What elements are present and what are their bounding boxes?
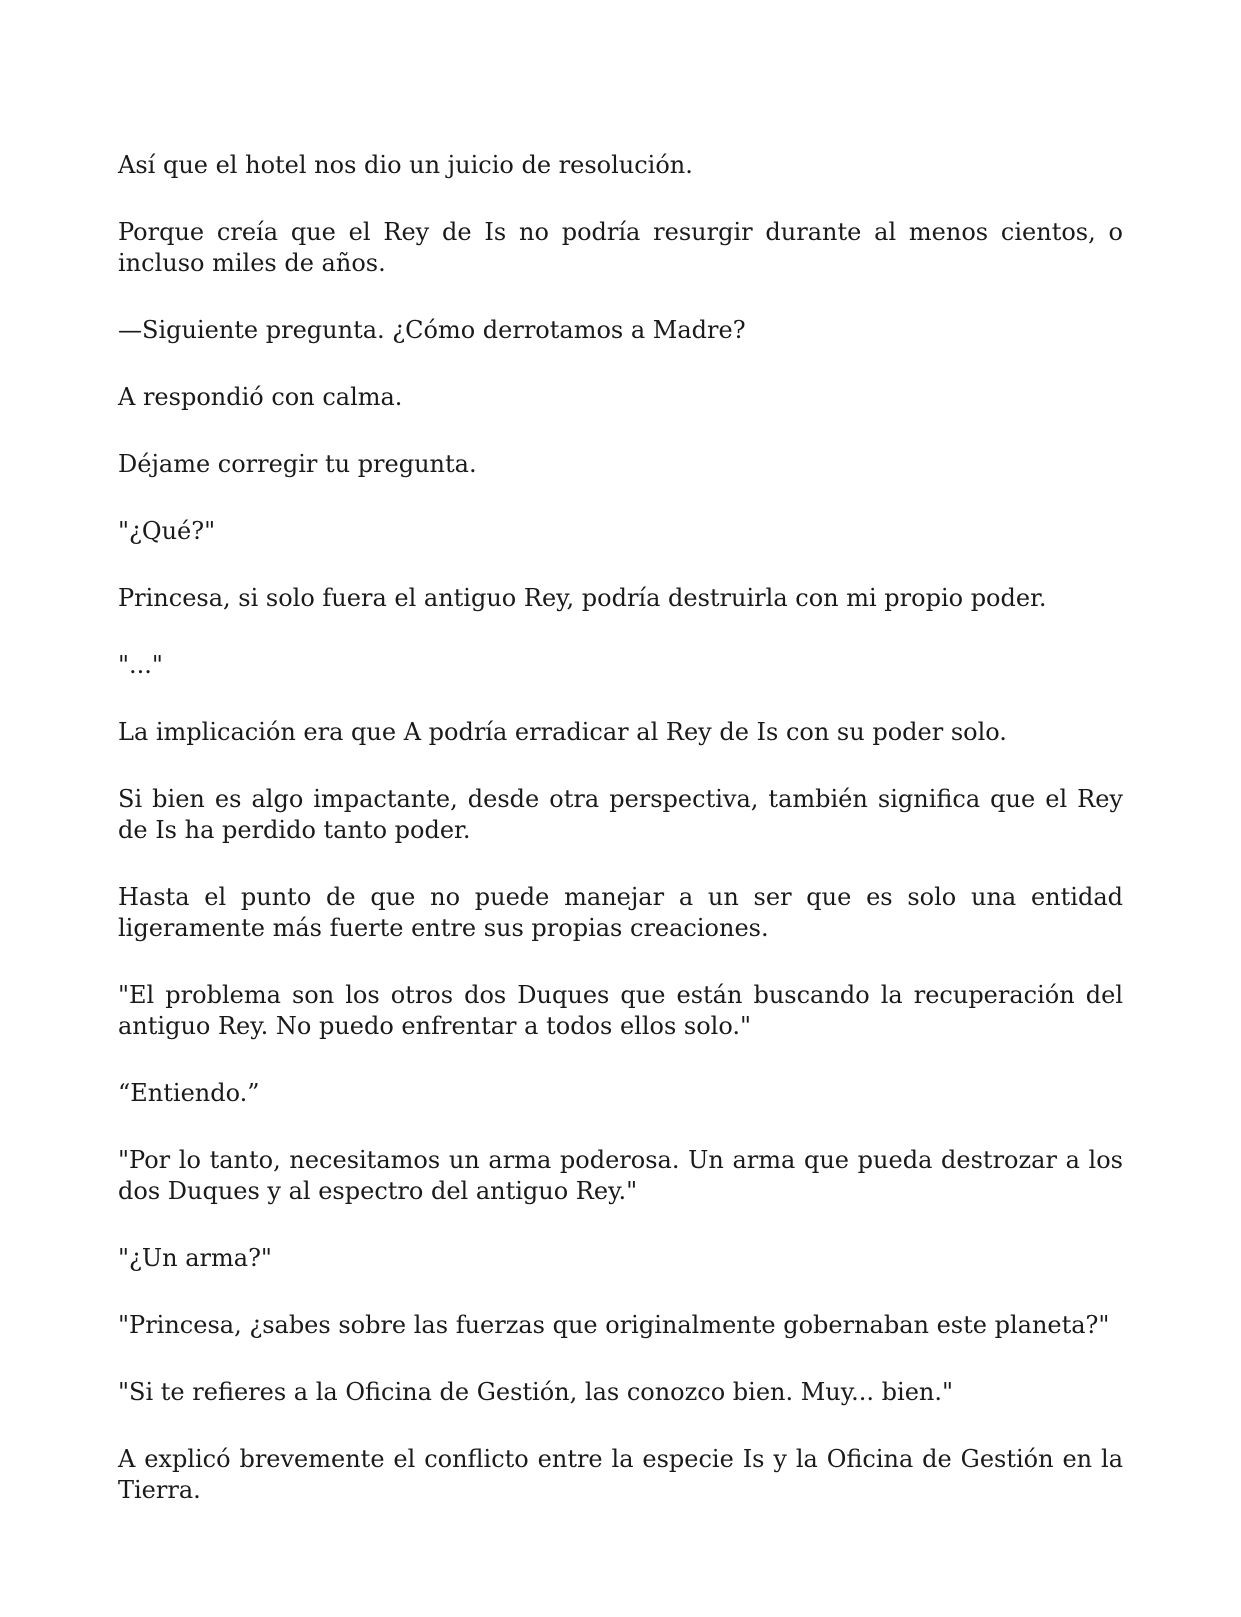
- paragraph: Princesa, si solo fuera el antiguo Rey, podría destruirla con mi propio poder.: [118, 584, 1047, 612]
- paragraph: Déjame corregir tu pregunta.: [118, 450, 477, 478]
- paragraph: "Si te refieres a la Oficina de Gestión, las conozco bien. Muy... bien.": [118, 1378, 954, 1406]
- document-body: [118, 150, 1123, 1542]
- paragraph: A explicó brevemente el conflicto entre la especie Is y la Oficina de Gestión en la Tierra.: [118, 1445, 1123, 1504]
- paragraph: "¿Un arma?": [118, 1244, 272, 1272]
- paragraph: Hasta el punto de que no puede manejar a un ser que es solo una entidad ligeramente más fuerte entre sus propias creaciones.: [118, 883, 1123, 942]
- paragraph: La implicación era que A podría erradicar al Rey de Is con su poder solo.: [118, 718, 1007, 746]
- paragraph: Así que el hotel nos dio un juicio de resolución.: [118, 151, 693, 179]
- paragraph: "Princesa, ¿sabes sobre las fuerzas que originalmente gobernaban este planeta?": [118, 1311, 1110, 1339]
- paragraph: Si bien es algo impactante, desde otra perspectiva, también significa que el Rey de Is ha perdido tanto poder.: [118, 785, 1123, 844]
- paragraph: —Siguiente pregunta. ¿Cómo derrotamos a Madre?: [118, 316, 746, 344]
- paragraph: "Por lo tanto, necesitamos un arma poderosa. Un arma que pueda destrozar a los dos Duques y al espectro del antiguo Rey.": [118, 1146, 1123, 1205]
- paragraph: "¿Qué?": [118, 517, 216, 545]
- paragraph: "El problema son los otros dos Duques que están buscando la recuperación del antiguo Rey. No puedo enfrentar a todos ellos solo.": [118, 981, 1123, 1040]
- paragraph: "...": [118, 651, 163, 679]
- paragraph: A respondió con calma.: [118, 383, 403, 411]
- paragraph: Porque creía que el Rey de Is no podría resurgir durante al menos cientos, o incluso miles de años.: [118, 218, 1123, 277]
- paragraph: “Entiendo.”: [118, 1079, 260, 1107]
